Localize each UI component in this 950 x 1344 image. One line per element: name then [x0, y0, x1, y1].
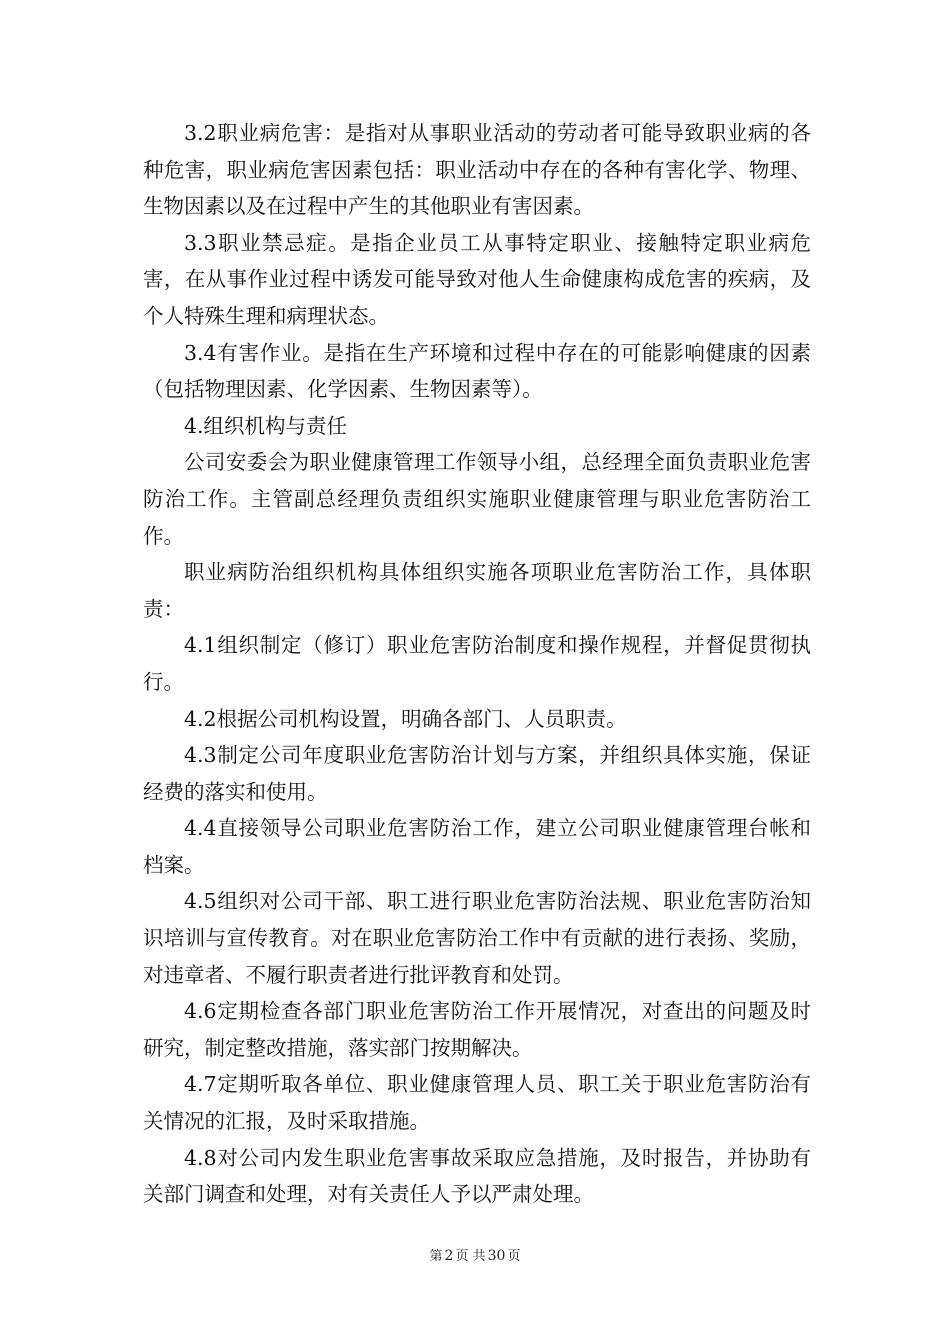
footer-total-pages: 30 [487, 1248, 506, 1264]
footer-middle: 页 共 [455, 1249, 486, 1264]
paragraph-4-6: 4.6定期检查各部门职业危害防治工作开展情况，对查出的问题及时研究，制定整改措施，落实部门按期解决。 [143, 999, 811, 1060]
paragraph-3-4: 3.4有害作业。是指在生产环境和过程中存在的可能影响健康的因素（包括物理因素、化学因素、生物因素等）。 [143, 340, 811, 402]
paragraph-duties-intro: 职业病防治组织机构具体组织实施各项职业危害防治工作，具体职责： [143, 560, 811, 621]
footer-prefix: 第 [429, 1249, 443, 1264]
paragraph-leadership: 公司安委会为职业健康管理工作领导小组，总经理全面负责职业危害防治工作。主管副总经理负责组织实施职业健康管理与职业危害防治工作。 [143, 450, 811, 548]
paragraph-4-2: 4.2根据公司机构设置，明确各部门、人员职责。 [184, 706, 627, 731]
footer-suffix: 页 [507, 1249, 521, 1264]
document-body [143, 115, 811, 1213]
paragraph-4-4: 4.4直接领导公司职业危害防治工作，建立公司职业健康管理台帐和档案。 [143, 816, 811, 877]
paragraph-4-8: 4.8对公司内发生职业危害事故采取应急措施，及时报告，并协助有关部门调查和处理，对有关责任人予以严肃处理。 [143, 1145, 811, 1207]
footer-page-number: 2 [444, 1248, 454, 1264]
paragraph-4-7: 4.7定期听取各单位、职业健康管理人员、职工关于职业危害防治有关情况的汇报，及时采取措施。 [143, 1072, 811, 1134]
paragraph-4-3: 4.3制定公司年度职业危害防治计划与方案，并组织具体实施，保证经费的落实和使用。 [143, 743, 811, 804]
page-footer [0, 1247, 950, 1266]
section-heading-4: 4.组织机构与责任 [184, 413, 348, 438]
paragraph-4-5: 4.5组织对公司干部、职工进行职业危害防治法规、职业危害防治知识培训与宣传教育。对在职业危害防治工作中有贡献的进行表扬、奖励，对违章者、不履行职责者进行批评教育和处罚。 [143, 889, 811, 987]
paragraph-4-1: 4.1组织制定（修订）职业危害防治制度和操作规程，并督促贯彻执行。 [143, 633, 811, 694]
paragraph-3-3: 3.3职业禁忌症。是指企业员工从事特定职业、接触特定职业病危害，在从事作业过程中诱发可能导致对他人生命健康构成危害的疾病，及个人特殊生理和病理状态。 [143, 230, 811, 328]
paragraph-3-2: 3.2职业病危害：是指对从事职业活动的劳动者可能导致职业病的各种危害，职业病危害因素包括：职业活动中存在的各种有害化学、物理、生物因素以及在过程中产生的其他职业有害因素。 [143, 121, 811, 219]
